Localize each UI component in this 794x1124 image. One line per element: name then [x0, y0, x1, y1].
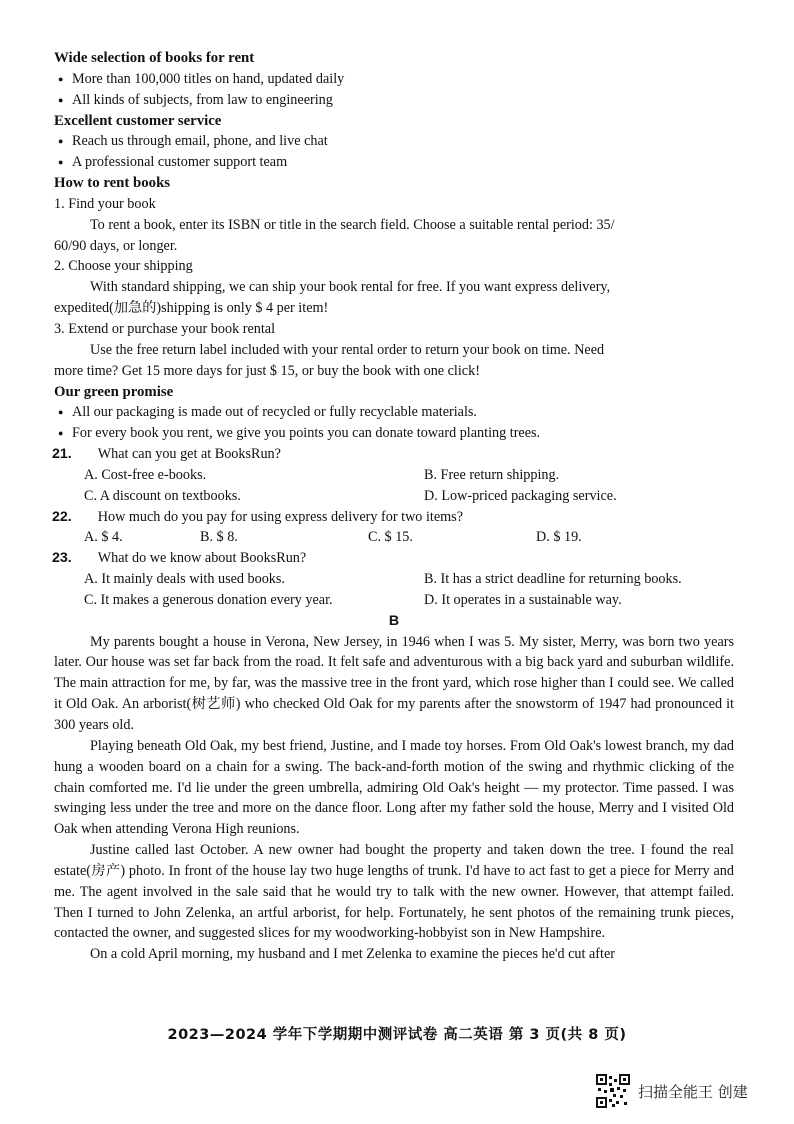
section-title-how: How to rent books	[54, 175, 171, 192]
step-1-title: 1. Find your book	[54, 195, 156, 212]
stamp-text: 扫描全能王 创建	[638, 1082, 748, 1101]
option-a[interactable]: A. Cost-free e-books.	[84, 466, 207, 483]
question-text: What do we know about BooksRun?	[97, 550, 307, 567]
step-3-text: Use the free return label included with your rental order to return your book on time. Need	[90, 341, 605, 358]
step-2-title: 2. Choose your shipping	[54, 258, 193, 275]
bullet-item: ● All our packaging is made out of recycled or fully recyclable materials.	[54, 402, 734, 423]
step-1-text: To rent a book, enter its ISBN or title in the search field. Choose a suitable rental period: 35/	[90, 216, 615, 233]
section-title-service: Excellent customer service	[54, 112, 222, 129]
option-a[interactable]: A. $ 4.	[84, 529, 123, 546]
section-title-books: Wide selection of books for rent	[54, 50, 255, 66]
bullet-item: ● All kinds of subjects, from law to engineering	[54, 90, 734, 111]
option-c[interactable]: C. $ 15.	[368, 529, 413, 546]
option-d[interactable]: D. $ 19.	[536, 529, 582, 546]
step-3-title: 3. Extend or purchase your book rental	[54, 320, 276, 337]
bullet-item: ● More than 100,000 titles on hand, updated daily	[54, 69, 734, 90]
question-23	[54, 548, 734, 611]
step-2-text-cont: expedited(加急的)shipping is only $ 4 per item!	[54, 300, 329, 317]
question-number: 22.	[52, 508, 72, 525]
question-21	[54, 444, 734, 507]
option-b[interactable]: B. Free return shipping.	[424, 466, 560, 483]
option-c[interactable]: C. It makes a generous donation every year.	[84, 591, 333, 608]
passage-paragraph: Justine called last October. A new owner had bought the property and taken down the tree. I found the real estate(房产) photo. In front of the house lay two huge lengths of trunk. I'd have to act fast to get a piece for Merry and me. The agent involved in the sale said that he would try to talk with the new owner. However, that attempt failed. Then I turned to John Zelenka, an artful arborist, for help. Fortunately, he sent photos of the remaining trunk pieces, contacted the owner, and suggested slices for my woodworking-hobbyist son in New Hampshire.	[54, 842, 734, 942]
scanner-stamp	[596, 1074, 748, 1108]
bullet-item: ● For every book you rent, we give you points you can donate toward planting trees.	[54, 423, 734, 444]
section-b-label: B	[388, 612, 400, 629]
passage-paragraph: On a cold April morning, my husband and I met Zelenka to examine the pieces he'd cut after	[90, 946, 615, 963]
section-title-green: Our green promise	[54, 383, 174, 400]
bullet-item: ● A professional customer support team	[54, 152, 734, 173]
passage-paragraph: Playing beneath Old Oak, my best friend, Justine, and I made toy horses. From Old Oak's lowest branch, my dad hung a wooden board on a chain for a swing. The back-and-forth motion of the swing and rhythmic clicking of the chain comforted me. I'd lie under the green umbrella, admiring Old Oak's height — my protector. Time passed. I was swinging less under the tree and more on the dance floor. Long after my father sold the house, Merry and I visited Old Oak when attending Verona High reunions.	[54, 737, 734, 838]
question-number: 23.	[52, 550, 72, 567]
option-a[interactable]: A. It mainly deals with used books.	[84, 571, 285, 588]
question-text: What can you get at BooksRun?	[97, 446, 281, 463]
bullet-item: ● Reach us through email, phone, and live chat	[54, 131, 734, 152]
step-2-text: With standard shipping, we can ship your book rental for free. If you want express delivery,	[90, 279, 611, 296]
qr-code-icon	[596, 1074, 630, 1108]
option-d[interactable]: D. It operates in a sustainable way.	[424, 591, 622, 608]
option-d[interactable]: D. Low-priced packaging service.	[424, 487, 617, 504]
page-footer: 2023—2024 学年下学期期中测评试卷 高二英语 第 3 页(共 8 页)	[167, 1027, 627, 1043]
option-b[interactable]: B. $ 8.	[200, 529, 238, 546]
question-number: 21.	[52, 446, 72, 463]
page-content	[54, 48, 734, 965]
question-22	[54, 507, 734, 549]
option-c[interactable]: C. A discount on textbooks.	[84, 487, 241, 504]
step-3-text-cont: more time? Get 15 more days for just $ 15, or buy the book with one click!	[54, 362, 480, 379]
passage-paragraph: My parents bought a house in Verona, New Jersey, in 1946 when I was 5. My sister, Merry, was born two years later. Our house was set far back from the road. It felt safe and adventurous with a big back yard and suburban wildlife. The main attraction for me, by far, was the massive tree in the front yard, which rose higher than I could see. We called it Old Oak. An arborist(树艺师) who checked Old Oak for my parents after the snowstorm of 1947 had pronounced it 300 years old.	[54, 633, 734, 733]
option-b[interactable]: B. It has a strict deadline for returning books.	[424, 571, 682, 588]
question-text: How much do you pay for using express delivery for two items?	[97, 508, 463, 525]
step-1-text-cont: 60/90 days, or longer.	[54, 237, 178, 254]
